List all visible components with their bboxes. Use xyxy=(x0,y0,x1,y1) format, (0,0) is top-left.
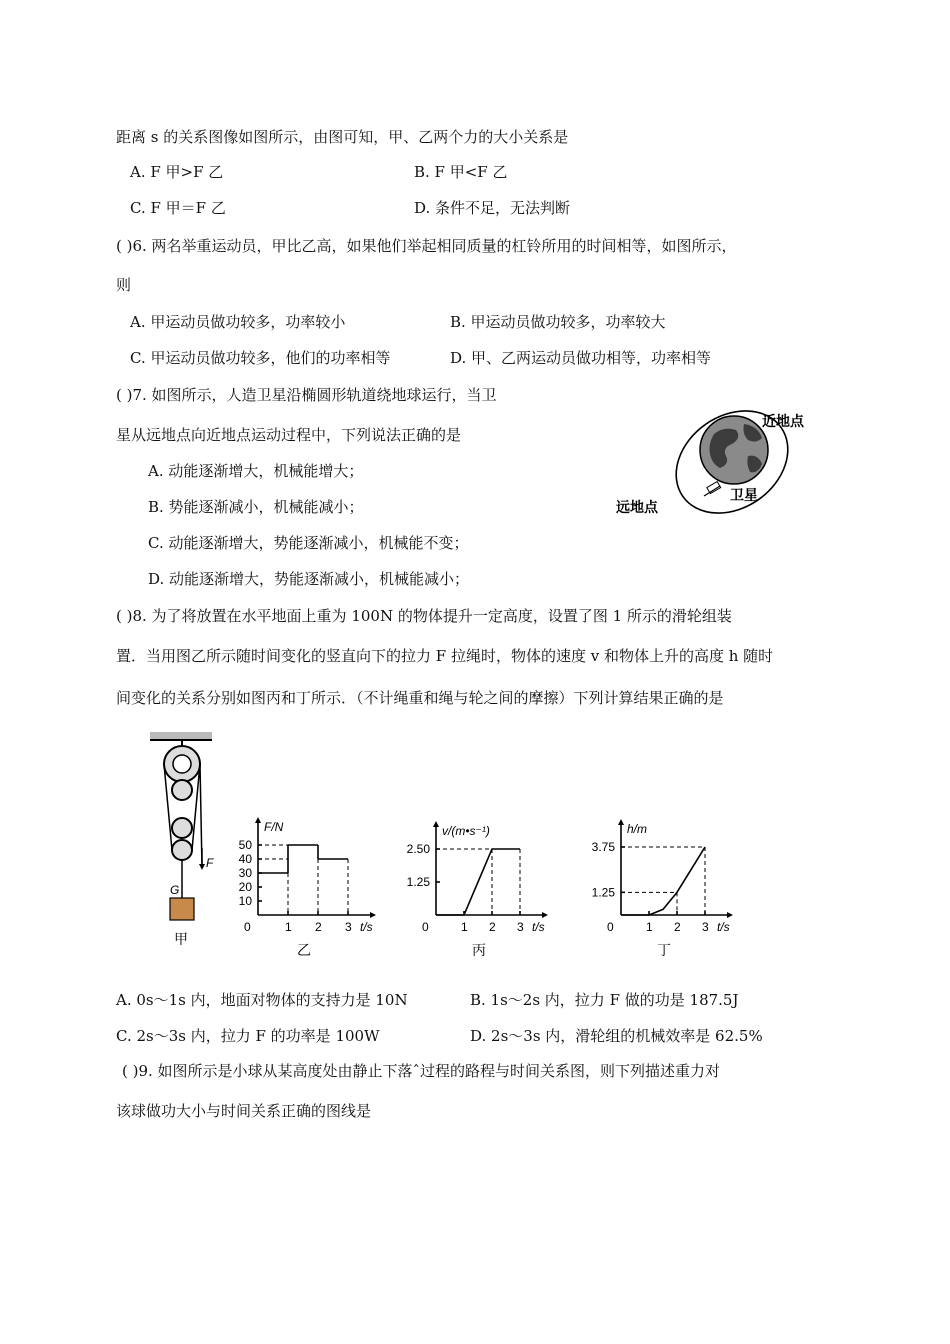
option-d: D. 动能逐渐增大，势能逐渐减小，机械能减小； xyxy=(148,570,470,588)
question-9: ( )9. 如图所示是小球从某高度处由静止下落ˆ过程的路程与时间关系图，则下列描述重力对 xyxy=(122,1062,721,1080)
x-tick-label: 3 xyxy=(345,920,352,934)
x-tick-label: 0 xyxy=(244,920,251,934)
y-axis-label: h/m xyxy=(627,822,648,836)
x-tick-label: 0 xyxy=(607,920,614,934)
y-axis-arrow xyxy=(255,817,261,823)
pulley-axle xyxy=(173,755,191,773)
y-tick-label: 2.50 xyxy=(406,842,430,856)
option-d: D. 2s～3s 内，滑轮组的机械效率是 62.5% xyxy=(470,1027,763,1045)
y-axis-arrow xyxy=(618,819,624,825)
option-b: B. 势能逐渐减小，机械能减小； xyxy=(148,498,364,516)
question-8: ( )8. 为了将放置在水平地面上重为 100N 的物体提升一定高度，设置了图 1 所示的滑轮组装 xyxy=(116,607,732,625)
y-tick-label: 1.25 xyxy=(591,885,615,900)
far-point-label: 远地点 xyxy=(616,499,658,515)
weight-block xyxy=(170,898,194,920)
option-a: A. 动能逐渐增大，机械能增大； xyxy=(148,462,364,480)
ceiling-hatch xyxy=(150,732,212,740)
option-c: C. 2s～3s 内，拉力 F 的功率是 100W xyxy=(116,1027,380,1045)
y-axis-label: F/N xyxy=(264,820,284,834)
orbit-diagram xyxy=(612,404,832,524)
x-axis-label: t/s xyxy=(360,920,373,934)
text-line: 距离 s 的关系图像如图所示，由图可知，甲、乙两个力的大小关系是 xyxy=(116,128,569,146)
data-curve xyxy=(621,847,705,915)
question-7: ( )7. 如图所示，人造卫星沿椭圆形轨道绕地球运行，当卫 xyxy=(116,386,497,404)
text-line: 置．当用图乙所示随时间变化的竖直向下的拉力 F 拉绳时，物体的速度 v 和物体上升的高度 h 随时 xyxy=(116,647,774,665)
x-tick-label: 3 xyxy=(517,920,524,934)
pulley-diagram xyxy=(140,728,230,953)
option-d: D. 条件不足，无法判断 xyxy=(414,199,571,217)
text-line: 星从远地点向近地点运动过程中，下列说法正确的是 xyxy=(116,426,462,444)
movable-pulley-icon xyxy=(172,840,192,860)
text-line: 则 xyxy=(116,276,132,294)
text-line: 该球做功大小与时间关系正确的图线是 xyxy=(116,1102,372,1120)
x-axis-arrow xyxy=(542,912,548,918)
x-axis-arrow xyxy=(727,912,733,918)
x-axis-arrow xyxy=(370,912,376,918)
velocity-time-chart xyxy=(400,815,550,959)
x-tick-label: 1 xyxy=(461,920,468,934)
x-axis-label: t/s xyxy=(717,920,730,934)
x-tick-label: 3 xyxy=(702,920,709,934)
near-point-label: 近地点 xyxy=(762,413,804,429)
movable-pulley-small-icon xyxy=(172,818,192,838)
option-a: A. F 甲>F 乙 xyxy=(130,163,224,181)
option-a: A. 0s～1s 内，地面对物体的支持力是 10N xyxy=(116,991,408,1009)
x-tick-label: 2 xyxy=(315,920,322,934)
option-b: B. 甲运动员做功较多，功率较大 xyxy=(450,313,666,331)
x-axis-label: t/s xyxy=(532,920,545,934)
option-c: C. 甲运动员做功较多，他们的功率相等 xyxy=(130,349,391,367)
satellite-label: 卫星 xyxy=(730,487,758,503)
x-tick-label: 0 xyxy=(422,920,429,934)
chart-caption: 丁 xyxy=(657,943,671,959)
y-tick-label: 50 xyxy=(238,838,252,852)
y-tick-label: 30 xyxy=(238,866,252,880)
x-tick-label: 1 xyxy=(285,920,292,934)
y-axis-arrow xyxy=(433,821,439,827)
y-tick-label: 1.25 xyxy=(406,875,430,889)
chart-caption: 丙 xyxy=(472,943,486,959)
weight-label: G xyxy=(170,883,180,897)
force-label: F xyxy=(206,856,214,870)
y-tick-label: 20 xyxy=(238,880,252,894)
arrow-head-icon xyxy=(199,864,205,870)
chart-caption: 乙 xyxy=(297,943,311,959)
option-c: C. F 甲＝F 乙 xyxy=(130,199,226,217)
option-b: B. 1s～2s 内，拉力 F 做的功是 187.5J xyxy=(470,991,739,1009)
fixed-pulley-small-icon xyxy=(172,780,192,800)
data-line xyxy=(436,849,520,915)
x-tick-label: 2 xyxy=(489,920,496,934)
y-tick-label: 40 xyxy=(238,852,252,866)
y-tick-label: 10 xyxy=(238,894,252,908)
option-c: C. 动能逐渐增大，势能逐渐减小，机械能不变； xyxy=(148,534,469,552)
figure-caption: 甲 xyxy=(174,932,188,948)
x-tick-label: 1 xyxy=(646,920,653,934)
force-time-chart xyxy=(230,815,373,959)
text-line: 间变化的关系分别如图丙和丁所示．（不计绳重和绳与轮之间的摩擦）下列计算结果正确的是 xyxy=(116,689,724,707)
height-time-chart xyxy=(585,815,740,959)
x-tick-label: 2 xyxy=(674,920,681,934)
y-tick-label: 3.75 xyxy=(591,840,615,854)
option-d: D. 甲、乙两运动员做功相等，功率相等 xyxy=(450,349,712,367)
option-b: B. F 甲<F 乙 xyxy=(414,163,508,181)
option-a: A. 甲运动员做功较多，功率较小 xyxy=(130,313,346,331)
y-axis-label: v/(m•s⁻¹) xyxy=(442,824,490,838)
question-6: ( )6. 两名举重运动员，甲比乙高，如果他们举起相同质量的杠铃所用的时间相等，如图所示， xyxy=(116,237,737,255)
